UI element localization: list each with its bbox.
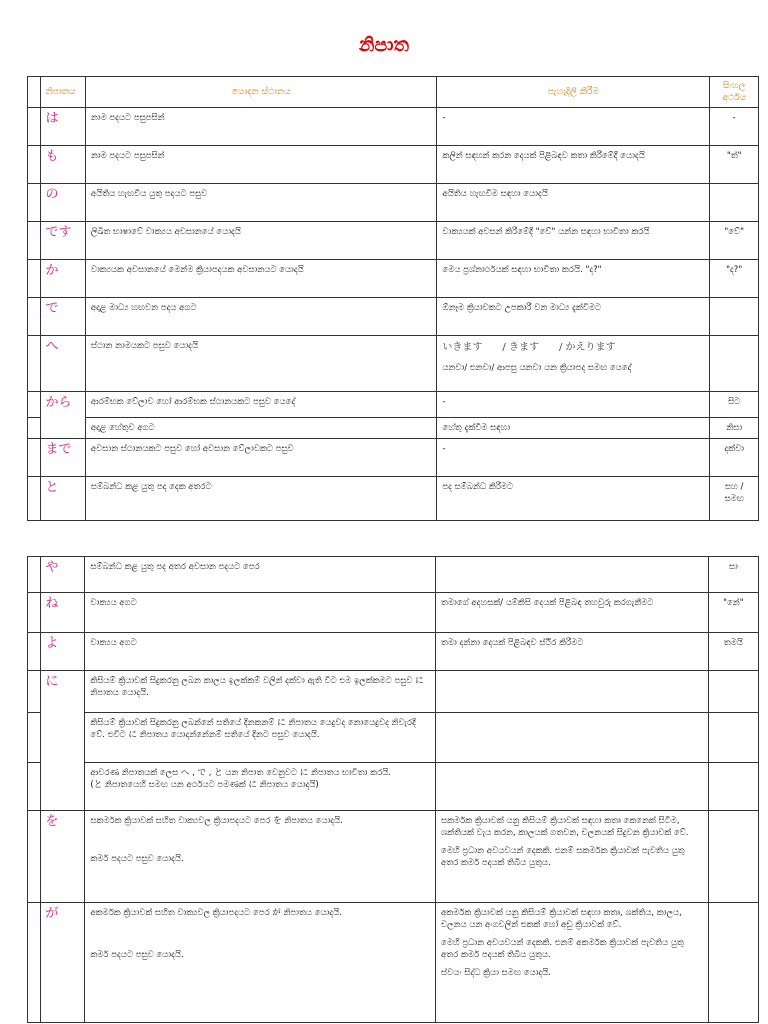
meaning-cell: "වේ" (710, 222, 759, 260)
meaning-cell (710, 336, 759, 392)
particle-cell: まで (41, 439, 85, 477)
particle-cell: よ (41, 633, 85, 671)
table-row (28, 713, 759, 763)
explanation-cell (437, 336, 710, 392)
particle-cell: です (41, 222, 85, 260)
explanation-cell: ඕනෑම ක්‍රියාවකට උපකාරී වන මාධ්‍ය දැක්වීමට (437, 298, 710, 336)
usage-cell: සම්බන්ධ කළ යුතු පද දෙක අතරට (85, 477, 437, 521)
meaning-cell: - (710, 108, 759, 146)
explanation-text: යනවා/ එනවා/ ආපසු යනවා යන ක්‍රියාපද සමඟ යෙදේ (442, 363, 632, 373)
usage-cell: නාම පදයට පසුපසින් (85, 146, 437, 184)
meaning-cell: නිසා (710, 418, 759, 439)
usage-cell: වාක්‍යය අගට (85, 593, 436, 633)
explanation-cell: පද සම්බන්ධ කිරීමට (437, 477, 710, 521)
usage-cell: ලිඛිත භාෂාවේ වාක්‍යය අවසානයේ යොදයි (85, 222, 437, 260)
column-header-explanation: පැහැදිලි කිරීම (437, 77, 710, 108)
table-row (28, 671, 759, 713)
usage-cell: ස්ථාන නාමයකට පසුව යොදයි (85, 336, 437, 392)
blank-cell (28, 77, 41, 108)
explanation-cell (436, 811, 709, 903)
meaning-cell: දක්වා (710, 439, 759, 477)
usage-cell: කිසියම් ක්‍රියාවක් සිදුකරනු ලබන කාලය ඉලක්කම් වලින් දක්වා ඇති විට එම ඉලක්කමට පසුව に නිපාතය යොදයි. (85, 671, 436, 713)
explanation-cell (436, 557, 709, 593)
table-row (28, 633, 759, 671)
explanation-text: සකර්මක ක්‍රියාවක් යනු කිසියම් ක්‍රියාවක් සඳහා කතෘ කෙනෙක් සිටීම, ශක්තියක් වැය කරන, කාලයක් ගතවන, චලනයක් සිදුවන ක්‍රියාවක් වේ. (441, 816, 689, 838)
particle-cell: に (41, 671, 85, 811)
particle-cell: も (41, 146, 85, 184)
usage-text: අකර්මක ක්‍රියාවක් සහිත වාක්‍යවල ක්‍රියාපදයට පෙර が නිපාතය යොදයි. (90, 908, 342, 918)
particle-cell: から (41, 392, 85, 439)
meaning-cell: සිට (710, 392, 759, 418)
particle-cell: と (41, 477, 85, 521)
meaning-cell: "ත්" (710, 146, 759, 184)
usage-cell: නාම පදයට පසුපසින් (85, 108, 437, 146)
table-row (28, 336, 759, 392)
explanation-cell: - (437, 108, 710, 146)
explanation-japanese: いきます / きます / かえります (442, 342, 616, 353)
meaning-cell (710, 298, 759, 336)
table-row (28, 418, 759, 439)
usage-cell (85, 903, 436, 1023)
meaning-cell: "ද?" (710, 260, 759, 298)
explanation-cell (436, 903, 709, 1023)
usage-text: ආවරණ නිපාතයක් ලෙස へ , で , と යන නිපාත වෙනුවට に නිපාතය භාවිතා කරයි. (90, 768, 392, 778)
table-row (28, 593, 759, 633)
table-row (28, 903, 759, 1023)
particles-table-2 (27, 556, 759, 1023)
usage-cell: ආරම්භක වේලාව හෝ ආරම්භක ස්ථානයකට පසුව යෙදේ (85, 392, 437, 418)
meaning-cell: සා (708, 557, 758, 593)
column-header-usage: යොදන ස්ථානය (85, 77, 437, 108)
particle-cell: か (41, 260, 85, 298)
usage-cell: අදාළ මාධ්‍ය හඟවන පදය අගට (85, 298, 437, 336)
table-row (28, 439, 759, 477)
usage-cell: අවසාන ස්ථානයකට පසුව හෝ අවසාන වේලාවකට පසුව (85, 439, 437, 477)
particle-cell: や (41, 557, 85, 593)
particles-table-1 (27, 76, 759, 521)
particle-cell: へ (41, 336, 85, 392)
usage-cell (85, 811, 436, 903)
meaning-cell (710, 184, 759, 222)
explanation-cell: මෙය ප්‍රශ්නාර්ථයක් සඳහා භාවිතා කරයි. "ද?" (437, 260, 710, 298)
table-row (28, 298, 759, 336)
particle-cell: を (41, 811, 85, 903)
particle-cell: は (41, 108, 85, 146)
column-header-particle: නිපාතය (41, 77, 85, 108)
explanation-cell: - (437, 439, 710, 477)
explanation-text: ස්වයං සිද්ධ ක්‍රියා සමඟ යොදයි. (441, 968, 551, 978)
explanation-cell: කලින් සඳහන් කරන දෙයක් පිළිබඳව කතා කිරීමේදී යොදයි (437, 146, 710, 184)
explanation-cell: තමා දන්නා දෙයක් පිළිබඳව ස්ථිර කිරීමට (436, 633, 709, 671)
usage-note: (と නිපාතයෙහි සමඟ යන අර්ථයට පමණක් に නිපාතය යොදයි) (90, 780, 319, 790)
explanation-cell: තමාගේ අදහසක්/ යම්කිසි දෙයක් පිළිබඳ තහවුරු කරගැනීමට (436, 593, 709, 633)
usage-text: සකර්මක ක්‍රියාවක් සහිත වාක්‍යවල ක්‍රියාපදයට පෙර を නිපාතය යොදයි. (90, 816, 343, 826)
usage-cell: කිසියම් ක්‍රියාවක් සිදුකරනු ලබන්නේ සතියේ දිනකනම් に නිපාතය යෙදුවද නොයෙදුවද නිවැරදි වේ. එවිට に නිපාතය යොදන්නේනම් සතියේ දිනට පසුව යොදයි. (85, 713, 436, 763)
table-row (28, 184, 759, 222)
usage-text: කර්ම පදයට පසුව යොදයි. (90, 950, 184, 960)
usage-cell: අදාළ හේතුව අගට (85, 418, 437, 439)
particle-cell: が (41, 903, 85, 1023)
column-header-meaning: සිංහල අර්ථය (710, 77, 759, 108)
explanation-cell: අයිතිය හැඟවීම සඳහා යොදයි (437, 184, 710, 222)
particle-cell: で (41, 298, 85, 336)
usage-cell: වාක්‍යයක අවසානයේ මෙන්ම ක්‍රියාපදයක අවසානයට යොදයි (85, 260, 437, 298)
table-row (28, 108, 759, 146)
table-row (28, 763, 759, 811)
explanation-text: අකර්මක ක්‍රියාවක් යනු කිසියම් ක්‍රියාවක් සඳහා කතෘ, ශක්තිය, කාලය, චලනය යන අංගවලින් එකක් හෝ අඩු ක්‍රියාවක් වේ. (441, 908, 682, 930)
table-row (28, 392, 759, 418)
particle-cell: ね (41, 593, 85, 633)
table-row (28, 557, 759, 593)
explanation-cell: - (437, 392, 710, 418)
table-row (28, 477, 759, 521)
particle-cell: の (41, 184, 85, 222)
usage-cell (85, 763, 436, 811)
table-row (28, 222, 759, 260)
usage-cell: වාක්‍යය අගට (85, 633, 436, 671)
usage-cell: අයිතිය හැඟවිය යුතු පදයට පසුව (85, 184, 437, 222)
meaning-cell: "නේ" (708, 593, 758, 633)
explanation-cell: වාක්‍යයක් අවසන් කිරීමේදී "වේ" යන්න සඳහා භාවිතා කරයි (437, 222, 710, 260)
explanation-cell: හේතු දැක්වීම සඳහා (437, 418, 710, 439)
table-row (28, 146, 759, 184)
usage-cell: සම්බන්ධ කළ යුතු පද අතර අවසාන පදයට පෙර (85, 557, 436, 593)
table-row (28, 260, 759, 298)
meaning-cell: තමයි (708, 633, 758, 671)
table-header-row (28, 77, 759, 108)
page-title: නිපාත (359, 34, 409, 56)
usage-text: කර්ම පදයට පසුව යොදයි. (90, 854, 184, 864)
explanation-text: මෙහි ප්‍රධාන අවයවයන් දෙකකි. එනම් සකර්මක ක්‍රියාවක් පැවතිය යුතු අතර කර්ම පදයක් තිබිය යුතුය. (441, 846, 685, 868)
meaning-cell: සහ /සමඟ (710, 477, 759, 521)
table-row (28, 811, 759, 903)
explanation-text: මෙහි ප්‍රධාන අවයවයන් දෙකකි. එනම් අකර්මක ක්‍රියාවක් පැවතිය යුතු අතර කර්ම පදයක් තිබිය යුතුය. (441, 938, 684, 960)
